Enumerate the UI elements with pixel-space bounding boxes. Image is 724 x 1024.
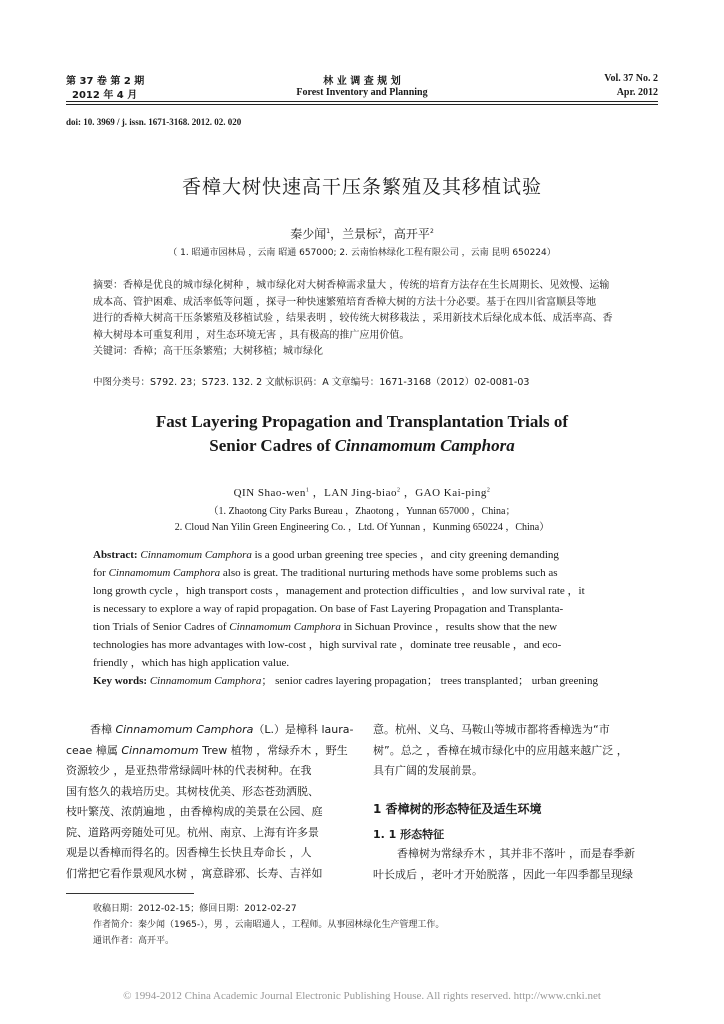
- body-line: ceae 樟属 Cinnamomum Trew 植物 ，常绿乔木 ，野生: [66, 743, 348, 757]
- authors-cn: [0, 225, 724, 242]
- body-line: 香樟 Cinnamomum Camphora（L.）是樟科 laura-: [90, 723, 354, 736]
- author-2-sup: 2: [378, 228, 382, 235]
- body-line: 树”。总之 ，香樟在城市绿化中的应用越来越广泛 ，: [373, 743, 628, 757]
- author-2-en-sup: 2: [396, 487, 401, 494]
- body-line: 院、道路两旁随处可见。杭州、南京、上海有许多景: [66, 825, 319, 839]
- keywords-cn: 关键词：香樟；高干压条繁殖；大树移植；城市绿化: [93, 346, 323, 357]
- abstract-cn: [93, 278, 633, 361]
- abstract-cn-line: 成本高、管护困难、成活率低等问题 ，探寻一种快速繁殖培育香樟大树的方法十分必要。基于在四川省富顺县等地: [93, 296, 597, 308]
- header-rule-double: [66, 104, 658, 105]
- author-2-en: ，LAN Jing-biao: [309, 487, 397, 499]
- journal-volume-cn: 第 37 卷 第 2 期: [66, 76, 145, 87]
- footnote: [93, 901, 444, 949]
- body-line: 观是以香樟而得名的。因香樟生长快且寿命长 ，人: [66, 846, 312, 859]
- body-right-column-2: [373, 844, 659, 885]
- author-1-sup: 1: [326, 228, 331, 235]
- author-3-en-sup: 2: [486, 487, 491, 494]
- abstract-en-line: long growth cycle ，high transport costs ，management and protection difficulties ，and low survival rate ，it: [93, 585, 585, 597]
- body-line: 叶长成后 ，老叶才开始脱落 ，因此一年四季都呈现绿: [373, 867, 633, 881]
- author-1-en: QIN Shao-wen: [233, 487, 306, 499]
- abstract-cn-line: 摘要：香樟是优良的城市绿化树种 ，城市绿化对大树香樟需求量大 ，传统的培育方法存在生长周期长、见效慢、运输: [93, 280, 610, 291]
- journal-date-en: Apr. 2012: [616, 87, 658, 98]
- author-3-sup: 2: [429, 228, 434, 235]
- copyright-notice: © 1994-2012 China Academic Journal Electronic Publishing House. All rights reserved. http://www.cnki.net: [123, 990, 601, 1002]
- abstract-en-line: for Cinnamomum Camphora also is great. The traditional nurturing methods have some problems such as: [93, 567, 558, 579]
- journal-name-cn: 林 业 调 查 规 划: [323, 76, 401, 87]
- title-en-line2: Senior Cadres of Cinnamomum Camphora: [209, 436, 515, 455]
- body-line: 香樟树为常绿乔木 ，其并非不落叶 ，而是春季新: [397, 847, 635, 860]
- abstract-cn-line: 进行的香樟大树高干压条繁殖及移植试验 ，结果表明 ，较传统大树移栽法 ，采用新技术后绿化成本低、成活率高、香: [93, 313, 613, 324]
- author-3-en: ，GAO Kai-ping: [400, 487, 487, 499]
- footnote-rule: [66, 893, 194, 894]
- body-line: 资源较少 ，是亚热带常绿阔叶林的代表树种。在我: [66, 764, 312, 777]
- header-rule: [66, 101, 658, 102]
- author-1-en-sup: 1: [305, 487, 310, 494]
- abstract-label: Abstract:: [93, 549, 141, 561]
- author-1-cn: 秦少闻: [290, 227, 327, 241]
- affiliation-en-2: 2. Cloud Nan Yilin Green Engineering Co. ，Ltd. Of Yunnan ，Kunming 650224 ，China）: [174, 522, 550, 533]
- keywords-label: Key words:: [93, 675, 150, 687]
- body-line: 们常把它看作景观风水树 ，寓意辟邪、长寿、吉祥如: [66, 866, 323, 880]
- affiliation-en-1: （1. Zhaotong City Parks Bureau ，Zhaotong ，Yunnan 657000 ，China；: [208, 506, 516, 517]
- doi[interactable]: doi: 10. 3969 / j. issn. 1671-3168. 2012. 02. 020: [66, 117, 242, 127]
- section-heading-1: 1 香樟树的形态特征及适生环境: [373, 802, 542, 816]
- affiliation-cn: （ 1. 昭通市园林局 ，云南 昭通 657000; 2. 云南怡林绿化工程有限公司 ，云南 昆明 650224）: [168, 248, 556, 258]
- journal-volume-en: Vol. 37 No. 2: [604, 73, 658, 84]
- keywords-en: Key words: Cinnamomum Camphora； senior cadres layering propagation； trees transplanted； urban greening: [93, 675, 598, 687]
- journal-date-cn: 2012 年 4 月: [72, 90, 138, 101]
- classification-line: 中图分类号：S792. 23；S723. 132. 2 文献标识码：A 文章编号：1671-3168（2012）02-0081-03: [93, 377, 530, 388]
- abstract-cn-line: 樟大树母本可重复利用 ，对生态环境无害 ，具有极高的推广应用价值。: [93, 329, 410, 341]
- abstract-en-line: Abstract: Cinnamomum Camphora is a good urban greening tree species ，and city greening demanding: [93, 549, 559, 561]
- body-line: 枝叶繁茂、浓荫遍地 ，由香樟构成的美景在公园、庭: [66, 805, 323, 818]
- subsection-heading-1-1: 1. 1 形态特征: [373, 828, 445, 841]
- abstract-en-line: friendly ，which has high application value.: [93, 657, 290, 669]
- abstract-en: [93, 546, 633, 690]
- journal-name-en: Forest Inventory and Planning: [296, 87, 428, 98]
- abstract-en-line: is necessary to explore a way of rapid propagation. On base of Fast Layering Propagation and Transplanta-: [93, 603, 564, 615]
- authors-en: [0, 484, 724, 500]
- abstract-en-line: technologies has more advantages with low-cost ，high survival rate ，dominate tree reusable ，and eco-: [93, 639, 562, 651]
- corresponding-author: 通讯作者：高开平。: [93, 936, 175, 946]
- author-3-cn: ，高开平: [381, 227, 430, 241]
- body-left-column: [66, 720, 354, 884]
- author-intro: 作者简介：秦少闻（1965-），男 ，云南昭通人 ，工程师。从事园林绿化生产管理工作。: [93, 920, 445, 930]
- received-date: 收稿日期：2012-02-15；修回日期：2012-02-27: [93, 904, 297, 914]
- title-en-species: Cinnamomum Camphora: [334, 436, 515, 455]
- body-line: 意。杭州、义乌、马鞍山等城市都将香樟选为“市: [373, 723, 610, 736]
- body-right-column: [373, 720, 659, 782]
- title-en-line1: Fast Layering Propagation and Transplantation Trials of: [155, 412, 569, 431]
- body-line: 国有悠久的栽培历史。其树枝优美、形态苍劲洒脱、: [66, 784, 319, 798]
- author-2-cn: ，兰景标: [330, 227, 379, 241]
- title-cn: 香樟大树快速高干压条繁殖及其移植试验: [181, 176, 542, 198]
- body-line: 具有广阔的发展前景。: [373, 764, 483, 777]
- abstract-en-line: tion Trials of Senior Cadres of Cinnamomum Camphora in Sichuan Province ，results show that the new: [93, 621, 558, 633]
